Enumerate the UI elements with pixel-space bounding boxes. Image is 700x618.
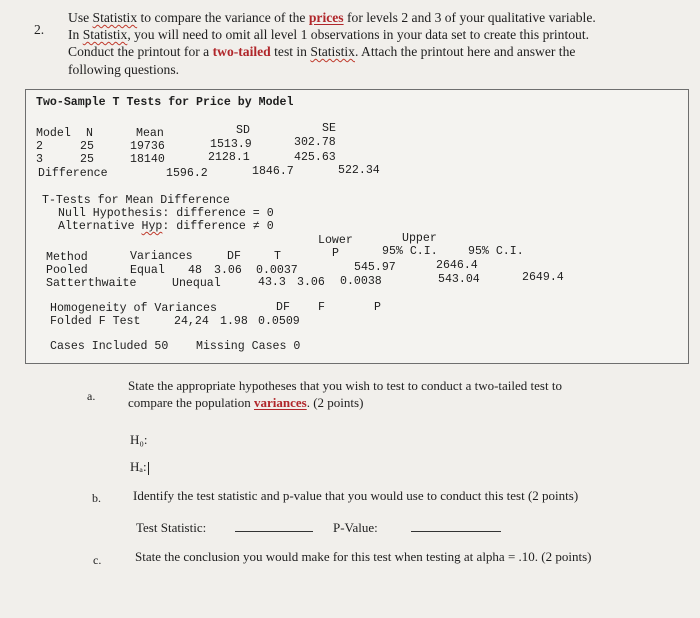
prices-keyword: prices bbox=[308, 10, 344, 25]
row-se: 425.63 bbox=[294, 151, 336, 164]
df-header: DF bbox=[227, 250, 241, 263]
pooled-method: Pooled bbox=[46, 264, 88, 277]
test-statistic-field[interactable]: Test Statistic: bbox=[136, 520, 313, 536]
folded-f-p: 0.0509 bbox=[258, 315, 300, 328]
p-header: P bbox=[332, 247, 339, 260]
statistix-term: Statistix bbox=[92, 10, 138, 25]
row-mean: 18140 bbox=[130, 153, 165, 166]
row-model: 3 bbox=[36, 153, 43, 166]
satterthwaite-lower: 543.04 bbox=[438, 273, 480, 286]
col-header-model: Model bbox=[36, 127, 71, 140]
col-header-se: SE bbox=[322, 122, 336, 135]
pooled-df: 48 bbox=[188, 264, 202, 277]
homogeneity-title: Homogeneity of Variances bbox=[50, 302, 217, 315]
pooled-p: 0.0037 bbox=[256, 264, 298, 277]
cases-included: Cases Included 50 bbox=[50, 340, 169, 353]
satterthwaite-variances: Unequal bbox=[172, 277, 221, 290]
row-se: 302.78 bbox=[294, 136, 336, 149]
part-c-text: State the conclusion you would make for this test when testing at alpha = .10. (2 points) bbox=[135, 549, 592, 564]
col-header-n: N bbox=[86, 127, 93, 140]
homogeneity-p-header: P bbox=[374, 301, 381, 314]
statistix-printout bbox=[25, 89, 689, 364]
satterthwaite-df: 43.3 bbox=[258, 276, 286, 289]
question-line-1: Use Statistix to compare the variance of the prices for levels 2 and 3 of your qualitative variable. bbox=[68, 10, 596, 25]
row-n: 25 bbox=[80, 140, 94, 153]
upper-header: Upper bbox=[402, 232, 437, 245]
statistix-term: Statistix bbox=[310, 44, 355, 59]
folded-f-df: 24,24 bbox=[174, 315, 209, 328]
ci-header-1: 95% C.I. bbox=[382, 245, 438, 258]
variances-header: Variances bbox=[130, 250, 193, 263]
question-line-3: Conduct the printout for a two-tailed test in Statistix. Attach the printout here and answer the bbox=[68, 44, 576, 59]
p-value-field[interactable]: P-Value: bbox=[333, 520, 501, 536]
difference-sd: 1846.7 bbox=[252, 165, 294, 178]
question-line-4: following questions. bbox=[68, 62, 180, 77]
difference-label: Difference bbox=[38, 167, 108, 180]
variances-keyword: variances bbox=[254, 395, 307, 410]
part-b-text: Identify the test statistic and p-value that you would use to conduct this test (2 points) bbox=[133, 488, 579, 503]
satterthwaite-method: Satterthwaite bbox=[46, 277, 137, 290]
part-c-label: c. bbox=[93, 553, 102, 567]
null-hypothesis-field[interactable]: H₀: bbox=[130, 432, 148, 447]
row-mean: 19736 bbox=[130, 140, 165, 153]
homogeneity-f-header: F bbox=[318, 301, 325, 314]
ci-header-2: 95% C.I. bbox=[468, 245, 524, 258]
two-tailed-keyword: two-tailed bbox=[212, 44, 271, 59]
satterthwaite-t: 3.06 bbox=[297, 276, 325, 289]
satterthwaite-p: 0.0038 bbox=[340, 275, 382, 288]
ttests-title: T-Tests for Mean Difference bbox=[42, 194, 230, 207]
question-line-2: In Statistix, you will need to omit all level 1 observations in your data set to create this printout. bbox=[68, 27, 590, 42]
col-header-mean: Mean bbox=[136, 127, 164, 140]
homogeneity-df-header: DF bbox=[276, 301, 290, 314]
folded-f-label: Folded F Test bbox=[50, 315, 141, 328]
difference-se: 522.34 bbox=[338, 164, 380, 177]
row-sd: 2128.1 bbox=[208, 151, 250, 164]
alt-hypothesis-field[interactable]: Hₐ: bbox=[130, 459, 147, 474]
lower-header: Lower bbox=[318, 234, 353, 247]
pooled-lower: 545.97 bbox=[354, 261, 396, 274]
test-statistic-blank[interactable] bbox=[235, 521, 313, 532]
p-value-blank[interactable] bbox=[411, 521, 501, 532]
row-model: 2 bbox=[36, 140, 43, 153]
row-n: 25 bbox=[80, 153, 94, 166]
col-header-sd: SD bbox=[236, 124, 250, 137]
t-header: T bbox=[274, 250, 281, 263]
missing-cases: Missing Cases 0 bbox=[196, 340, 301, 353]
part-a-text-2: compare the population variances. (2 points) bbox=[128, 395, 364, 410]
statistix-term: Statistix bbox=[82, 27, 128, 42]
folded-f-value: 1.98 bbox=[220, 315, 248, 328]
pooled-t: 3.06 bbox=[214, 264, 242, 277]
satterthwaite-upper: 2649.4 bbox=[522, 271, 564, 284]
method-header: Method bbox=[46, 251, 88, 264]
text-cursor bbox=[148, 462, 149, 475]
pooled-variances: Equal bbox=[130, 264, 165, 277]
null-hypothesis: Null Hypothesis: difference = 0 bbox=[58, 207, 274, 220]
question-number: 2. bbox=[34, 22, 45, 37]
difference-mean: 1596.2 bbox=[166, 167, 208, 180]
row-sd: 1513.9 bbox=[210, 138, 252, 151]
part-a-label: a. bbox=[87, 389, 96, 403]
part-a-text-1: State the appropriate hypotheses that you wish to test to conduct a two-tailed test to bbox=[128, 378, 562, 393]
alternative-hypothesis: Alternative Hyp: difference ≠ 0 bbox=[58, 220, 274, 233]
printout-title: Two-Sample T Tests for Price by Model bbox=[36, 96, 294, 109]
part-b-label: b. bbox=[92, 491, 101, 505]
pooled-upper: 2646.4 bbox=[436, 259, 478, 272]
